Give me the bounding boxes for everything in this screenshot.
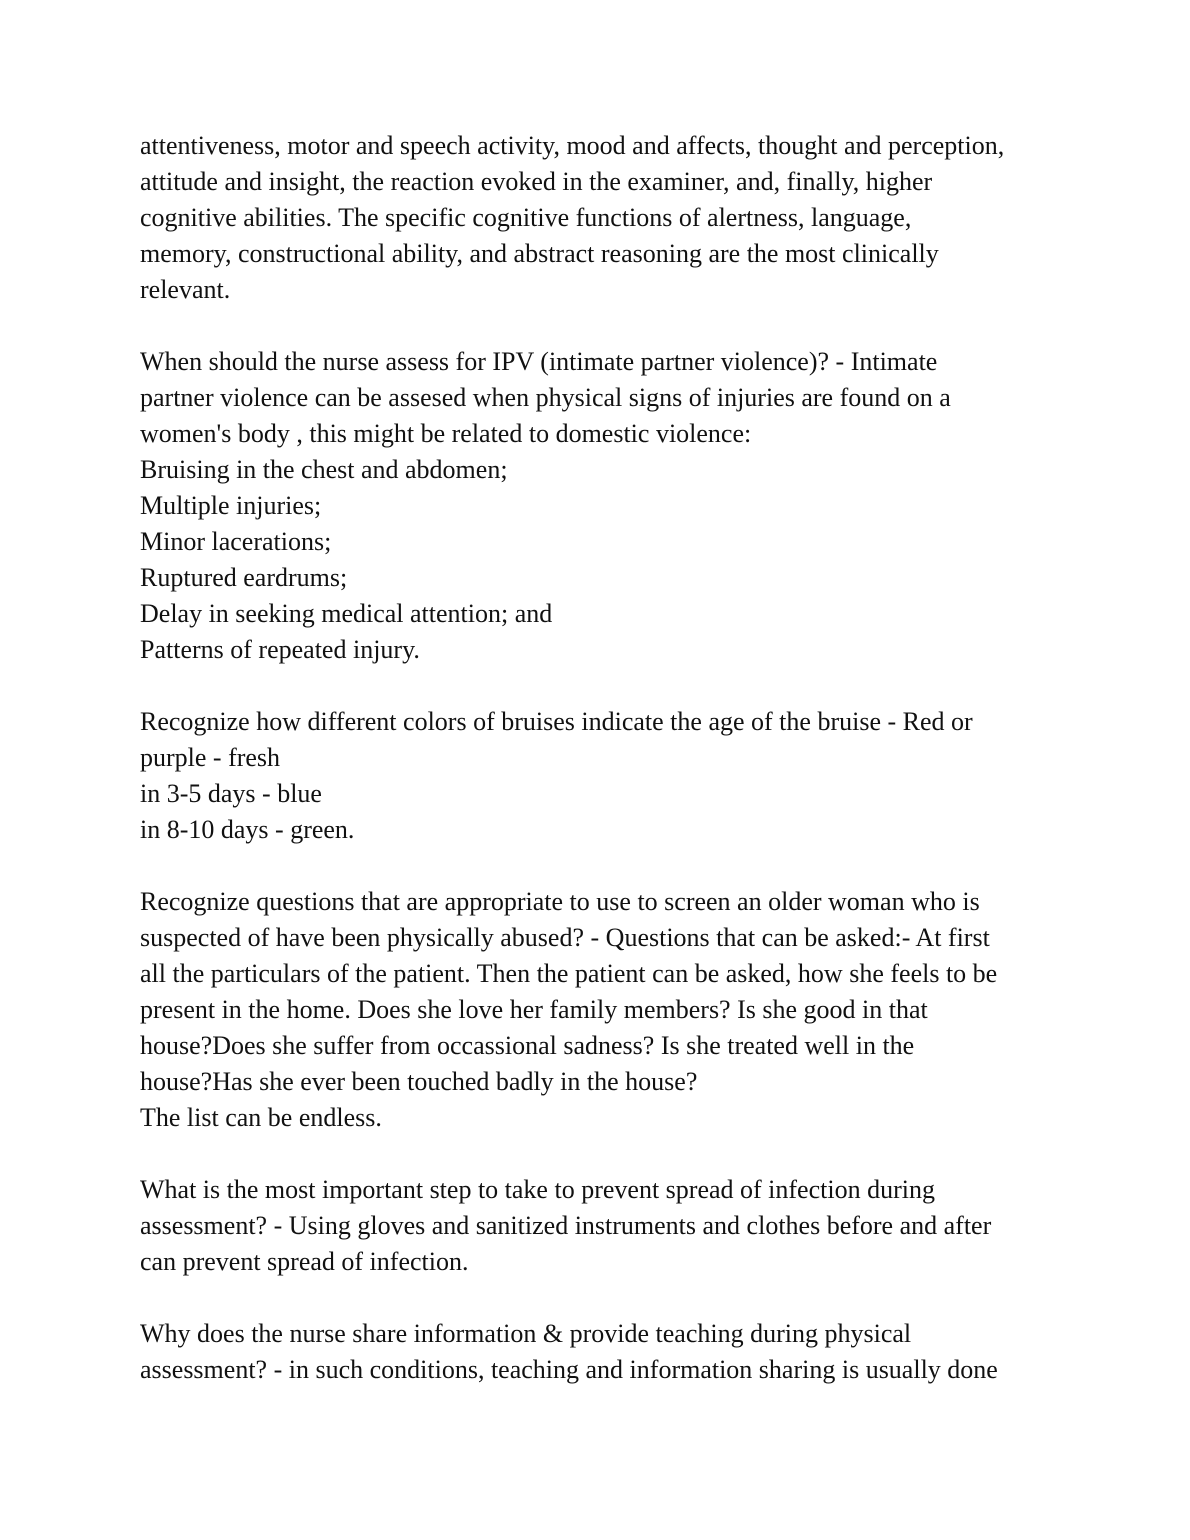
list-item: Bruising in the chest and abdomen; bbox=[140, 455, 508, 484]
text-line: Why does the nurse share information & provide teaching during physical bbox=[140, 1319, 912, 1348]
text-line: in 3-5 days - blue bbox=[140, 779, 322, 808]
paragraph-screening-questions bbox=[140, 884, 1080, 1136]
text-line: house?Has she ever been touched badly in the house? bbox=[140, 1067, 698, 1096]
paragraph-mental-status bbox=[140, 128, 1080, 308]
text-line: assessment? - in such conditions, teaching and information sharing is usually done bbox=[140, 1355, 998, 1384]
list-item: Ruptured eardrums; bbox=[140, 563, 348, 592]
paragraph-ipv-assessment bbox=[140, 344, 1080, 668]
text-line: can prevent spread of infection. bbox=[140, 1247, 469, 1276]
list-item: Multiple injuries; bbox=[140, 491, 322, 520]
list-item: Patterns of repeated injury. bbox=[140, 635, 420, 664]
text-line: memory, constructional ability, and abstract reasoning are the most clinically bbox=[140, 239, 939, 268]
text-line: suspected of have been physically abused? - Questions that can be asked:- At first bbox=[140, 923, 990, 952]
text-line: house?Does she suffer from occassional sadness? Is she treated well in the bbox=[140, 1031, 915, 1060]
document-body bbox=[140, 128, 1080, 1424]
text-line: cognitive abilities. The specific cognitive functions of alertness, language, bbox=[140, 203, 912, 232]
list-item: Minor lacerations; bbox=[140, 527, 332, 556]
text-line: women's body , this might be related to domestic violence: bbox=[140, 419, 752, 448]
text-line: all the particulars of the patient. Then the patient can be asked, how she feels to be bbox=[140, 959, 998, 988]
text-line: The list can be endless. bbox=[140, 1103, 382, 1132]
text-line: partner violence can be assesed when physical signs of injuries are found on a bbox=[140, 383, 951, 412]
text-line: Recognize questions that are appropriate to use to screen an older woman who is bbox=[140, 887, 980, 916]
text-line: relevant. bbox=[140, 275, 231, 304]
text-line: What is the most important step to take to prevent spread of infection during bbox=[140, 1175, 935, 1204]
text-line: present in the home. Does she love her family members? Is she good in that bbox=[140, 995, 928, 1024]
text-line: attitude and insight, the reaction evoked in the examiner, and, finally, higher bbox=[140, 167, 933, 196]
paragraph-infection-prevention bbox=[140, 1172, 1080, 1280]
text-line: in 8-10 days - green. bbox=[140, 815, 355, 844]
text-line: attentiveness, motor and speech activity, mood and affects, thought and perception, bbox=[140, 131, 1005, 160]
text-line: Recognize how different colors of bruises indicate the age of the bruise - Red or bbox=[140, 707, 973, 736]
paragraph-teaching bbox=[140, 1316, 1080, 1388]
list-item: Delay in seeking medical attention; and bbox=[140, 599, 553, 628]
text-line: purple - fresh bbox=[140, 743, 281, 772]
paragraph-bruise-colors bbox=[140, 704, 1080, 848]
text-line: assessment? - Using gloves and sanitized instruments and clothes before and after bbox=[140, 1211, 992, 1240]
text-line: When should the nurse assess for IPV (intimate partner violence)? - Intimate bbox=[140, 347, 938, 376]
